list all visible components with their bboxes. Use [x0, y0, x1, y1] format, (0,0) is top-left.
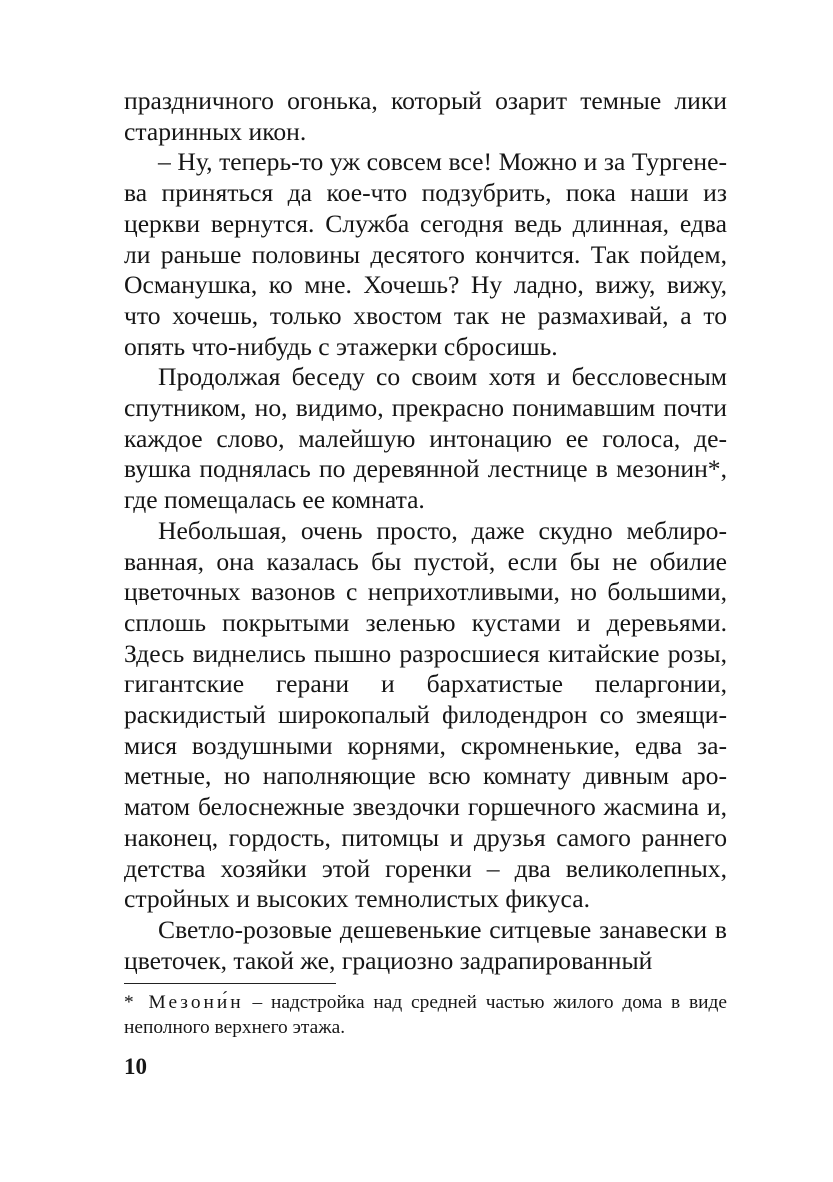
main-text — [124, 86, 727, 976]
footnote-definition: – надстройка над средней частью жилого дома в виде неполного верхнего этажа. — [124, 992, 727, 1038]
footnote-term: * Мезони́н — [124, 992, 244, 1013]
paragraph-5: Светло-розовые дешевенькие ситцевые занавески в цветочек, такой же, грациозно задрапированный — [124, 914, 727, 975]
paragraph-4: Небольшая, очень просто, даже скудно меблированная, она казалась бы пустой, если бы не обилие цветочных вазонов с неприхотливыми, но большими, сплошь покрытыми зеленью кустами и деревьями. Здесь виднелись пышно разросшиеся китайские розы, гигантские герани и бархатистые пеларгонии, раскидистый широкопалый филодендрон со змеящимися воздушными корнями, скромненькие, едва заметные, но наполняющие всю комнату дивным ароматом белоснежные звездочки горшечного жасмина и, наконец, гордость, питомцы и друзья самого раннего детства хозяйки этой горенки – два великолепных, стройных и высоких темнолистых фикуса. — [124, 515, 727, 914]
paragraph-2: – Ну, теперь-то уж совсем все! Можно и за Тургенева приняться да кое-что подзубрить, пока наши из церкви вернутся. Служба сегодня ведь длинная, едва ли раньше половины десятого кончится. Так пойдем, Османушка, ко мне. Хочешь? Ну ладно, вижу, вижу, что хочешь, только хвостом так не размахивай, а то опять что-нибудь с этажерки сбросишь. — [124, 147, 727, 361]
paragraph-1: праздничного огонька, который озарит темные лики старинных икон. — [124, 86, 727, 146]
footnote-rule — [124, 983, 336, 984]
paragraph-3: Продолжая беседу со своим хотя и бессловесным спутником, но, видимо, прекрасно понимавшим почти каждое слово, малейшую интонацию ее голоса, девушка поднялась по деревянной лестнице в мезонин*, где помещалась ее комната. — [124, 362, 727, 515]
footnote — [124, 990, 727, 1040]
page-number: 10 — [124, 1054, 147, 1079]
